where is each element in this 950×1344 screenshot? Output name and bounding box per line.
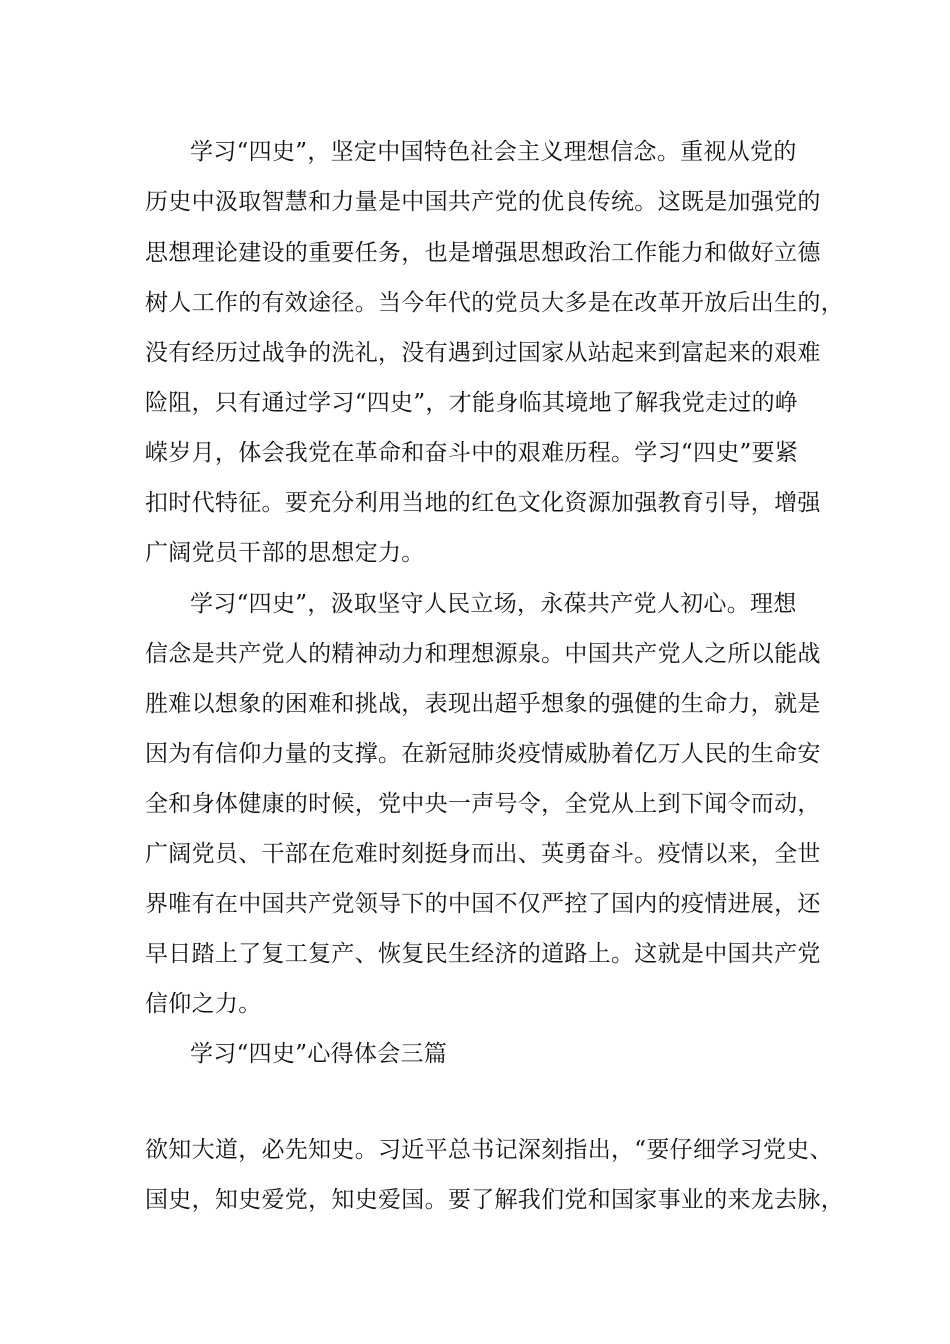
paragraph-1-line-3: 思想理论建设的重要任务，也是增强思想政治工作能力和做好立德 [145,240,821,266]
section-heading: 学习“四史”心得体会三篇 [190,1041,448,1067]
paragraph-2-line-1: 学习“四史”，汲取坚守人民立场，永葆共产党人初心。理想 [190,591,797,617]
paragraph-2-line-5: 全和身体健康的时候，党中央一声号令，全党从上到下闻令而动， [145,791,821,817]
paragraph-3-line-2: 国史，知史爱党，知史爱国。要了解我们党和国家事业的来龙去脉， [145,1187,844,1213]
paragraph-1-line-2: 历史中汲取智慧和力量是中国共产党的优良传统。这既是加强党的 [145,189,821,215]
paragraph-1-line-1: 学习“四史”，坚定中国特色社会主义理想信念。重视从党的 [190,139,797,165]
paragraph-1-line-8: 扣时代特征。要充分利用当地的红色文化资源加强教育引导，增强 [145,490,821,516]
paragraph-2-line-3: 胜难以想象的困难和挑战，表现出超乎想象的强健的生命力，就是 [145,691,821,717]
paragraph-1-line-4: 树人工作的有效途径。当今年代的党员大多是在改革开放后出生的， [145,290,844,316]
paragraph-1-line-7: 嵘岁月，体会我党在革命和奋斗中的艰难历程。学习“四史”要紧 [145,440,799,466]
paragraph-2-line-2: 信念是共产党人的精神动力和理想源泉。中国共产党人之所以能战 [145,641,821,667]
paragraph-2-line-6: 广阔党员、干部在危难时刻挺身而出、英勇奋斗。疫情以来，全世 [145,841,821,867]
paragraph-2-line-9: 信仰之力。 [145,991,262,1017]
paragraph-2-line-4: 因为有信仰力量的支撑。在新冠肺炎疫情威胁着亿万人民的生命安 [145,741,821,767]
paragraph-1-line-6: 险阻，只有通过学习“四史”，才能身临其境地了解我党走过的峥 [145,390,799,416]
paragraph-1-line-9: 广阔党员干部的思想定力。 [145,540,425,566]
paragraph-3-line-1: 欲知大道，必先知史。习近平总书记深刻指出，“要仔细学习党史、 [145,1137,833,1163]
paragraph-2-line-8: 早日踏上了复工复产、恢复民生经济的道路上。这就是中国共产党 [145,941,821,967]
paragraph-1-line-5: 没有经历过战争的洗礼，没有遇到过国家从站起来到富起来的艰难 [145,340,821,366]
paragraph-2-line-7: 界唯有在中国共产党领导下的中国不仅严控了国内的疫情进展，还 [145,891,821,917]
